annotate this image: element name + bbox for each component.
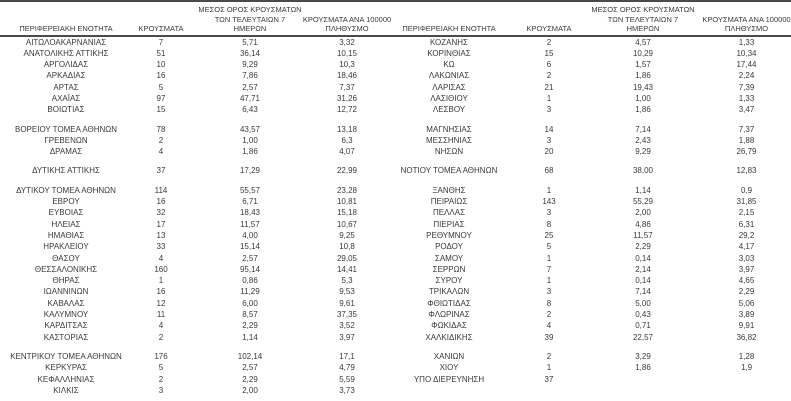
- per100k-cell: 4,07: [339, 147, 355, 157]
- per100k-cell: 15,18: [336, 208, 358, 218]
- row-spacer: [0, 116, 791, 124]
- region-cell: ΚΑΣΤΟΡΙΑΣ: [43, 332, 89, 342]
- table-row: [0, 351, 791, 362]
- cases-cell: 37: [156, 166, 166, 176]
- cases-cell: 39: [544, 332, 554, 342]
- per100k-cell: 1,33: [738, 37, 755, 47]
- avg7-cell: 4,86: [635, 219, 651, 229]
- table-row: [0, 309, 791, 320]
- region-cell: ΠΙΕΡΙΑΣ: [433, 219, 465, 229]
- header-avg7-line1: ΜΕΣΟΣ ΟΡΟΣ ΚΡΟΥΣΜΑΤΩΝ: [591, 5, 695, 14]
- table-row: [0, 385, 791, 396]
- per100k-cell: 26,79: [736, 147, 757, 157]
- row-spacer: [0, 157, 791, 165]
- per100k-cell: 37,35: [336, 310, 358, 320]
- region-cell: ΚΩ: [443, 60, 455, 70]
- cases-cell: 2: [546, 310, 552, 320]
- per100k-cell: 1,9: [740, 363, 753, 373]
- table-row: [0, 37, 791, 48]
- cases-cell: 1: [546, 253, 552, 263]
- cases-cell: 2: [158, 374, 164, 384]
- per100k-cell: 17,44: [736, 60, 757, 70]
- per100k-cell: 23,28: [336, 185, 358, 195]
- region-cell: ΒΟΙΩΤΙΑΣ: [47, 105, 85, 115]
- avg7-cell: 0,71: [635, 321, 651, 331]
- region-cell: ΘΕΣΣΑΛΟΝΙΚΗΣ: [34, 264, 98, 274]
- avg7-cell: 6,00: [242, 298, 258, 308]
- region-cell: ΚΕΡΚΥΡΑΣ: [45, 363, 87, 373]
- per100k-cell: 10,34: [736, 48, 757, 58]
- per100k-cell: 9,53: [339, 287, 355, 297]
- per100k-cell: 3,32: [339, 37, 355, 47]
- avg7-cell: 6,71: [242, 197, 258, 207]
- avg7-cell: 1,86: [635, 363, 651, 373]
- per100k-cell: 1,33: [738, 93, 755, 103]
- header-avg7-line2: ΤΩΝ ΤΕΛΕΥΤΑΙΩΝ 7: [607, 14, 679, 24]
- header-per100k-line1: ΚΡΟΥΣΜΑΤΑ ΑΝΑ 100000: [302, 14, 392, 24]
- avg7-cell: 2,14: [635, 264, 651, 274]
- per100k-cell: 1,88: [738, 135, 755, 145]
- table-row: [0, 59, 791, 70]
- per100k-cell: 4,65: [738, 276, 755, 286]
- avg7-cell: 1,86: [635, 71, 651, 81]
- per100k-cell: 12,72: [336, 105, 358, 115]
- table-row: [0, 264, 791, 275]
- avg7-cell: 4,57: [635, 37, 651, 47]
- per100k-cell: 4,17: [738, 242, 755, 252]
- avg7-cell: 43,57: [239, 124, 261, 134]
- avg7-cell: 15,14: [239, 242, 261, 252]
- cases-cell: 1: [546, 93, 552, 103]
- avg7-cell: 11,57: [240, 219, 260, 229]
- cases-cell: 17: [156, 219, 166, 229]
- cases-cell: 33: [156, 242, 166, 252]
- per100k-cell: 7,37: [738, 124, 755, 134]
- table-body: [0, 37, 791, 397]
- region-cell: ΗΡΑΚΛΕΙΟΥ: [43, 242, 89, 252]
- cases-cell: 51: [156, 48, 166, 58]
- region-cell: ΧΑΝΙΩΝ: [433, 351, 465, 361]
- avg7-cell: 2,00: [635, 208, 651, 218]
- region-cell: ΚΑΛΥΜΝΟΥ: [43, 310, 89, 320]
- cases-cell: 2: [546, 37, 552, 47]
- region-cell: ΚΕΦΑΛΛΗΝΙΑΣ: [37, 374, 95, 384]
- cases-cell: 97: [156, 93, 166, 103]
- region-cell: ΔΡΑΜΑΣ: [49, 147, 83, 157]
- region-cell: ΒΟΡΕΙΟΥ ΤΟΜΕΑ ΑΘΗΝΩΝ: [14, 124, 118, 134]
- cases-cell: 68: [544, 166, 554, 176]
- avg7-cell: 0,14: [635, 276, 651, 286]
- table-row: [0, 165, 791, 176]
- per100k-cell: [702, 385, 791, 396]
- region-cell: ΑΡΚΑΔΙΑΣ: [46, 71, 86, 81]
- header-region-label: ΠΕΡΙΦΕΡΕΙΑΚΗ ΕΝΟΤΗΤΑ: [402, 24, 496, 33]
- per100k-cell: 3,97: [738, 264, 755, 274]
- header-region-right: [384, 5, 514, 34]
- region-cell: ΚΟΖΑΝΗΣ: [429, 37, 469, 47]
- cases-cell: 12: [156, 298, 166, 308]
- avg7-cell: 55,57: [239, 185, 261, 195]
- avg7-cell: 2,29: [635, 242, 651, 252]
- cases-cell: 6: [546, 60, 552, 70]
- region-cell: ΔΥΤΙΚΗΣ ΑΤΤΙΚΗΣ: [32, 166, 100, 176]
- table-row: [0, 253, 791, 264]
- cases-cell: 114: [154, 185, 168, 195]
- region-cell: ΣΑΜΟΥ: [434, 253, 464, 263]
- header-region-label: ΠΕΡΙΦΕΡΕΙΑΚΗ ΕΝΟΤΗΤΑ: [19, 24, 113, 33]
- region-cell: ΛΕΣΒΟΥ: [432, 105, 466, 115]
- header-avg7-left: [190, 5, 310, 34]
- per100k-cell: 31,85: [736, 197, 757, 207]
- region-cell: ΚΑΡΔΙΤΣΑΣ: [44, 321, 88, 331]
- per100k-cell: 9,91: [738, 321, 755, 331]
- per100k-cell: 7,37: [339, 82, 355, 92]
- avg7-cell: 17,29: [239, 166, 261, 176]
- header-cases-right: [514, 5, 584, 34]
- region-cell: [384, 385, 514, 396]
- region-cell: ΦΛΩΡΙΝΑΣ: [428, 310, 470, 320]
- region-cell: ΚΟΡΙΝΘΙΑΣ: [427, 48, 471, 58]
- table-row: [0, 332, 791, 343]
- per100k-cell: 2,29: [738, 287, 755, 297]
- avg7-cell: [584, 385, 702, 396]
- per100k-cell: 3,03: [738, 253, 755, 263]
- cases-cell: 78: [156, 124, 166, 134]
- avg7-cell: 7,14: [635, 287, 651, 297]
- avg7-cell: 11,57: [633, 230, 653, 240]
- per100k-cell: 9,25: [339, 230, 355, 240]
- cases-cell: 14: [544, 124, 554, 134]
- cases-cell: 21: [544, 82, 554, 92]
- cases-cell: [514, 385, 584, 396]
- avg7-cell: 95,14: [239, 264, 261, 274]
- cases-cell: 176: [154, 351, 168, 361]
- region-cell: ΑΡΓΟΛΙΔΑΣ: [43, 60, 89, 70]
- header-avg7-line3: ΗΜΕΡΩΝ: [626, 24, 660, 33]
- avg7-cell: 18,43: [239, 208, 261, 218]
- per100k-cell: 5,06: [738, 298, 755, 308]
- per100k-cell: 4,79: [339, 363, 355, 373]
- region-cell: ΠΕΛΛΑΣ: [432, 208, 466, 218]
- cases-cell: 16: [156, 197, 166, 207]
- table-row: [0, 185, 791, 196]
- cases-cell: 8: [546, 219, 552, 229]
- header-avg7-line2: ΤΩΝ ΤΕΛΕΥΤΑΙΩΝ 7: [214, 14, 286, 24]
- table-row: [0, 93, 791, 104]
- cases-cell: 4: [546, 321, 552, 331]
- per100k-cell: 31,26: [336, 93, 358, 103]
- cases-cell: 7: [158, 37, 164, 47]
- per100k-cell: 14,41: [336, 264, 358, 274]
- per100k-cell: 7,39: [738, 82, 755, 92]
- region-cell: ΑΡΤΑΣ: [53, 82, 79, 92]
- cases-cell: 4: [158, 147, 164, 157]
- region-cell: ΦΩΚΙΔΑΣ: [431, 321, 467, 331]
- header-per100k-line1: ΚΡΟΥΣΜΑΤΑ ΑΝΑ 100000: [702, 14, 791, 24]
- table-row: [0, 196, 791, 207]
- region-cell: ΡΟΔΟΥ: [435, 242, 463, 252]
- cases-cell: 11: [156, 310, 166, 320]
- per100k-cell: 10,3: [339, 60, 355, 70]
- region-cell: ΠΕΙΡΑΙΩΣ: [430, 197, 468, 207]
- region-cell: ΤΡΙΚΑΛΩΝ: [428, 287, 470, 297]
- avg7-cell: 1,00: [635, 93, 651, 103]
- region-cell: ΚΑΒΑΛΑΣ: [47, 298, 85, 308]
- avg7-cell: 1,14: [635, 185, 651, 195]
- cases-cell: 13: [156, 230, 166, 240]
- table-row: [0, 82, 791, 93]
- cases-cell: 1: [546, 276, 552, 286]
- table-header: [0, 0, 791, 37]
- region-cell: ΚΕΝΤΡΙΚΟΥ ΤΟΜΕΑ ΑΘΗΝΩΝ: [10, 351, 122, 361]
- cases-cell: 2: [158, 332, 164, 342]
- table-row: [0, 275, 791, 286]
- region-cell: ΘΗΡΑΣ: [52, 276, 80, 286]
- table-row: [0, 320, 791, 331]
- header-avg7-line1: ΜΕΣΟΣ ΟΡΟΣ ΚΡΟΥΣΜΑΤΩΝ: [198, 5, 302, 14]
- avg7-cell: 5,00: [635, 298, 651, 308]
- per100k-cell: 13,18: [336, 124, 358, 134]
- table-row: [0, 230, 791, 241]
- per100k-cell: 1,28: [738, 351, 755, 361]
- cases-cell: 32: [156, 208, 166, 218]
- region-cell: ΑΧΑΪΑΣ: [51, 93, 81, 103]
- avg7-cell: 2,57: [242, 363, 258, 373]
- region-cell: ΘΑΣΟΥ: [52, 253, 80, 263]
- cases-cell: 1: [158, 276, 164, 286]
- region-cell: ΣΥΡΟΥ: [435, 276, 463, 286]
- region-cell: ΦΘΙΩΤΙΔΑΣ: [427, 298, 471, 308]
- table-row: [0, 207, 791, 218]
- avg7-cell: 2,00: [242, 385, 258, 395]
- header-per100k-line2: ΠΛΗΘΥΣΜΟ: [724, 24, 769, 33]
- per100k-cell: 3,89: [738, 310, 755, 320]
- region-cell: ΓΡΕΒΕΝΩΝ: [44, 135, 88, 145]
- per100k-cell: 3,97: [339, 332, 355, 342]
- cases-cell: 2: [546, 351, 552, 361]
- region-cell: ΡΕΘΥΜΝΟΥ: [426, 230, 472, 240]
- cases-cell: 160: [154, 264, 168, 274]
- avg7-cell: 0,86: [242, 276, 258, 286]
- avg7-cell: 11,29: [240, 287, 260, 297]
- per100k-cell: 0,9: [740, 185, 753, 195]
- region-cell: ΗΛΕΙΑΣ: [51, 219, 81, 229]
- cases-cell: 37: [544, 374, 554, 384]
- avg7-cell: 4,00: [242, 230, 258, 240]
- per100k-cell: 10,67: [336, 219, 358, 229]
- cases-cell: 7: [546, 264, 552, 274]
- per100k-cell: 17,1: [339, 351, 355, 361]
- avg7-cell: 102,14: [237, 351, 263, 361]
- header-per100k-line2: ΠΛΗΘΥΣΜΟ: [325, 24, 369, 33]
- cases-cell: 5: [158, 82, 164, 92]
- cases-cell: 25: [544, 230, 554, 240]
- header-avg7-line3: ΗΜΕΡΩΝ: [233, 24, 267, 33]
- per100k-cell: 22,99: [336, 166, 358, 176]
- table-row: [0, 146, 791, 157]
- table-row: [0, 104, 791, 115]
- table-row: [0, 362, 791, 373]
- per100k-cell: 2,24: [738, 71, 755, 81]
- avg7-cell: 0,14: [635, 253, 651, 263]
- avg7-cell: 38,00: [632, 166, 654, 176]
- table-row: [0, 48, 791, 59]
- table-row: [0, 219, 791, 230]
- region-cell: ΝΟΤΙΟΥ ΤΟΜΕΑ ΑΘΗΝΩΝ: [400, 166, 498, 176]
- avg7-cell: 47,71: [239, 93, 261, 103]
- cases-cell: 2: [158, 135, 164, 145]
- cases-cell: 10: [156, 60, 166, 70]
- per100k-cell: [702, 374, 791, 385]
- cases-cell: 15: [544, 48, 554, 58]
- table-row: [0, 124, 791, 135]
- per100k-cell: 6,3: [341, 135, 353, 145]
- region-cell: ΝΗΣΩΝ: [434, 147, 464, 157]
- per100k-cell: 10,8: [339, 242, 355, 252]
- region-cell: ΚΙΛΚΙΣ: [53, 385, 79, 395]
- per100k-cell: 9,61: [339, 298, 355, 308]
- cases-cell: 3: [546, 287, 552, 297]
- region-cell: ΛΑΚΩΝΙΑΣ: [428, 71, 470, 81]
- avg7-cell: 2,29: [242, 374, 258, 384]
- cases-cell: 4: [158, 321, 164, 331]
- cases-cell: 2: [546, 71, 552, 81]
- table-row: [0, 374, 791, 385]
- table-row: [0, 70, 791, 81]
- region-cell: ΞΑΝΘΗΣ: [432, 185, 466, 195]
- avg7-cell: 1,00: [242, 135, 258, 145]
- avg7-cell: 9,29: [242, 60, 258, 70]
- per100k-cell: 18,46: [336, 71, 358, 81]
- avg7-cell: 55,29: [632, 197, 654, 207]
- cases-cell: 3: [158, 385, 164, 395]
- avg7-cell: 1,14: [242, 332, 258, 342]
- cases-cell: 8: [546, 298, 552, 308]
- per100k-cell: 6,31: [738, 219, 755, 229]
- table-row: [0, 241, 791, 252]
- header-per100k-left: [302, 5, 392, 34]
- region-cell: ΑΝΑΤΟΛΙΚΗΣ ΑΤΤΙΚΗΣ: [23, 48, 109, 58]
- table-row: [0, 286, 791, 297]
- region-cell: ΔΥΤΙΚΟΥ ΤΟΜΕΑ ΑΘΗΝΩΝ: [16, 185, 116, 195]
- cases-cell: 16: [156, 287, 166, 297]
- cases-cell: 16: [156, 71, 166, 81]
- region-cell: ΗΜΑΘΙΑΣ: [47, 230, 85, 240]
- per100k-cell: 12,83: [736, 166, 757, 176]
- cases-cell: 15: [156, 105, 166, 115]
- per100k-cell: 3,47: [738, 105, 755, 115]
- cases-cell: 4: [158, 253, 164, 263]
- avg7-cell: 2,57: [242, 253, 258, 263]
- avg7-cell: 9,29: [635, 147, 651, 157]
- cases-cell: 143: [542, 197, 556, 207]
- avg7-cell: [584, 374, 702, 385]
- cases-cell: 20: [544, 147, 554, 157]
- header-cases-left: [132, 5, 190, 34]
- avg7-cell: 2,57: [242, 82, 258, 92]
- per100k-cell: 29,2: [738, 230, 755, 240]
- per100k-cell: 3,52: [339, 321, 355, 331]
- cases-cell: 1: [546, 185, 552, 195]
- cases-cell: 3: [546, 135, 552, 145]
- cases-cell: 3: [546, 105, 552, 115]
- avg7-cell: 1,57: [635, 60, 651, 70]
- avg7-cell: 2,29: [242, 321, 258, 331]
- region-cell: ΜΕΣΣΗΝΙΑΣ: [426, 135, 472, 145]
- header-avg7-right: [584, 5, 702, 34]
- cases-cell: 5: [546, 242, 552, 252]
- avg7-cell: 19,43: [632, 82, 654, 92]
- table-row: [0, 135, 791, 146]
- avg7-cell: 6,43: [242, 105, 258, 115]
- avg7-cell: 0,43: [635, 310, 651, 320]
- avg7-cell: 22,57: [632, 332, 654, 342]
- per100k-cell: 29,05: [336, 253, 358, 263]
- per100k-cell: 5,3: [341, 276, 353, 286]
- region-cell: ΕΥΒΟΙΑΣ: [48, 208, 84, 218]
- per100k-cell: 10,15: [336, 48, 358, 58]
- avg7-cell: 2,43: [635, 135, 651, 145]
- cases-cell: 1: [546, 363, 552, 373]
- region-cell: ΛΑΡΙΣΑΣ: [432, 82, 466, 92]
- header-per100k-right: [702, 5, 791, 34]
- avg7-cell: 1,86: [242, 147, 258, 157]
- per100k-cell: 3,73: [339, 385, 355, 395]
- region-cell: ΛΑΣΙΘΙΟΥ: [430, 93, 468, 103]
- region-cell: ΧΑΛΚΙΔΙΚΗΣ: [425, 332, 473, 342]
- cases-cell: 5: [158, 363, 164, 373]
- avg7-cell: 10,29: [632, 48, 654, 58]
- region-cell: ΣΕΡΡΩΝ: [432, 264, 466, 274]
- row-spacer: [0, 343, 791, 351]
- avg7-cell: 3,29: [635, 351, 651, 361]
- region-cell: ΕΒΡΟΥ: [52, 197, 80, 207]
- header-region-left: [0, 5, 132, 34]
- region-cell: ΙΩΑΝΝΙΝΩΝ: [43, 287, 89, 297]
- table-row: [0, 298, 791, 309]
- per100k-cell: 2,15: [738, 208, 755, 218]
- per100k-cell: 10,81: [336, 197, 358, 207]
- per100k-cell: 5,59: [339, 374, 355, 384]
- row-spacer: [0, 177, 791, 185]
- header-cases-label: ΚΡΟΥΣΜΑΤΑ: [526, 24, 572, 33]
- header-cases-label: ΚΡΟΥΣΜΑΤΑ: [138, 24, 184, 33]
- avg7-cell: 7,86: [242, 71, 258, 81]
- avg7-cell: 8,57: [242, 310, 258, 320]
- avg7-cell: 7,14: [635, 124, 651, 134]
- region-cell: ΑΙΤΩΛΟΑΚΑΡΝΑΝΙΑΣ: [25, 37, 107, 47]
- cases-cell: 3: [546, 208, 552, 218]
- avg7-cell: 1,86: [635, 105, 651, 115]
- avg7-cell: 36,14: [239, 48, 261, 58]
- per100k-cell: 36,82: [736, 332, 757, 342]
- region-cell: ΧΙΟΥ: [439, 363, 459, 373]
- region-cell: ΜΑΓΝΗΣΙΑΣ: [426, 124, 472, 134]
- region-cell: ΥΠΟ ΔΙΕΡΕΥΝΗΣΗ: [413, 374, 485, 384]
- avg7-cell: 5,71: [242, 37, 258, 47]
